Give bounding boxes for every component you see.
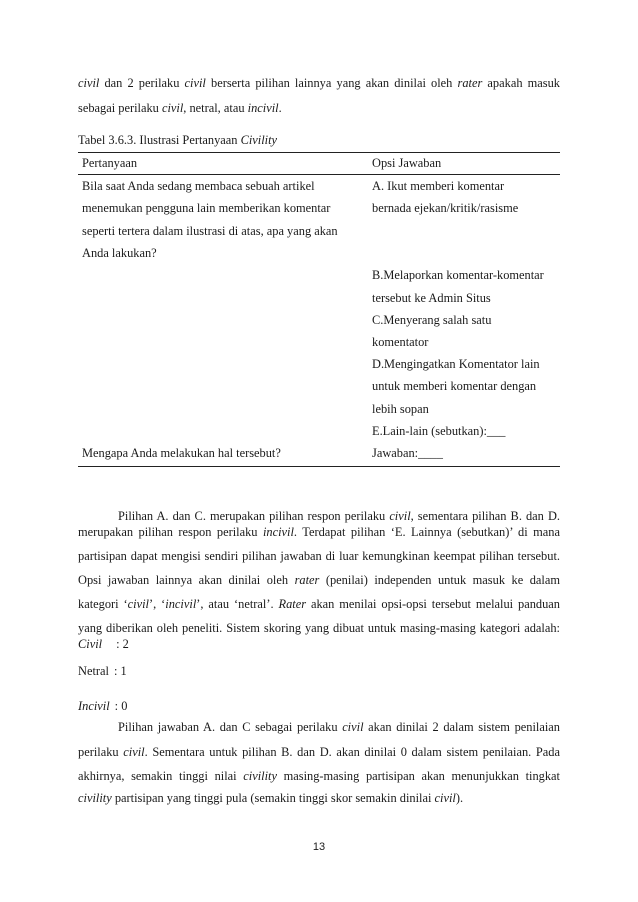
option-line: lebih sopan	[372, 402, 429, 416]
option-line: untuk memberi komentar dengan	[372, 379, 537, 393]
option-line: C.Menyerang salah satu	[372, 313, 492, 327]
question-1-line: seperti tertera dalam ilustrasi di atas, apa yang akan	[82, 224, 338, 238]
intro-line-2: sebagai perilaku civil, netral, atau incivil.	[78, 101, 282, 115]
score-civil-label: Civil	[78, 637, 103, 651]
paragraph-2-line: perilaku civil. Sementara untuk pilihan B. dan D. akan dinilai 0 dalam sistem penilaian. Pada	[78, 745, 561, 759]
question-1-line: Bila saat Anda sedang membaca sebuah artikel	[82, 179, 315, 193]
paragraph-1-line: yang diberikan oleh peneliti. Sistem skoring yang dibuat untuk masing-masing kategori adalah:	[78, 621, 560, 635]
option-line: D.Mengingatkan Komentator lain	[372, 357, 540, 371]
paragraph-1-line: Opsi jawaban lainnya akan dinilai oleh rater (penilai) independen untuk masuk ke dalam	[78, 573, 560, 587]
paragraph-2-line: civility partisipan yang tinggi pula (semakin tinggi skor semakin dinilai civil).	[78, 791, 464, 805]
option-line: tersebut ke Admin Situs	[372, 291, 491, 305]
score-civil-value: : 2	[116, 637, 129, 651]
question-1-line: menemukan pengguna lain memberikan komentar	[82, 201, 331, 215]
option-line: E.Lain-lain (sebutkan):___	[372, 424, 506, 438]
paragraph-1-line: partisipan dapat mengisi sendiri pilihan jawaban di luar kemungkinan keempat pilihan tersebut.	[78, 549, 560, 563]
table-caption-text: Tabel 3.6.3. Ilustrasi Pertanyaan	[78, 133, 241, 147]
option-line: A. Ikut memberi komentar	[372, 179, 505, 193]
table-bottom-rule	[78, 466, 560, 467]
intro-line-1: civil dan 2 perilaku civil berserta pilihan lainnya yang akan dinilai oleh rater apakah masuk	[78, 76, 560, 90]
table-top-rule	[78, 152, 560, 153]
score-incivil	[78, 699, 127, 714]
table-header-pertanyaan: Pertanyaan	[82, 156, 138, 170]
score-incivil-label: Incivil	[78, 699, 110, 713]
table-header-opsi-jawaban: Opsi Jawaban	[372, 156, 442, 170]
answer-2: Jawaban:____	[372, 446, 443, 460]
question-1-line: Anda lakukan?	[82, 246, 157, 260]
score-incivil-value: : 0	[114, 699, 128, 713]
score-netral	[78, 664, 127, 679]
option-line: B.Melaporkan komentar-komentar	[372, 268, 544, 282]
paragraph-1-line: kategori ‘civil’, ‘incivil’, atau ‘netral’. Rater akan menilai opsi-opsi tersebut melalui panduan	[78, 597, 560, 611]
table-caption	[78, 133, 277, 148]
paragraph-1-line: Pilihan A. dan C. merupakan pilihan respon perilaku civil, sementara pilihan B. dan D.	[118, 509, 560, 523]
score-netral-label: Netral	[78, 664, 109, 678]
paragraph-1-line: merupakan pilihan respon perilaku incivil. Terdapat pilihan ‘E. Lainnya (sebutkan)’ di mana	[78, 525, 560, 539]
question-2: Mengapa Anda melakukan hal tersebut?	[82, 446, 281, 460]
option-line: bernada ejekan/kritik/rasisme	[372, 201, 519, 215]
page-number: 13	[312, 841, 326, 853]
score-netral-value: : 1	[113, 664, 127, 678]
option-line: komentator	[372, 335, 429, 349]
table-header-rule	[78, 174, 560, 175]
score-civil	[78, 637, 129, 652]
paragraph-2-line: Pilihan jawaban A. dan C sebagai perilaku civil akan dinilai 2 dalam sistem penilaian	[118, 720, 560, 734]
paragraph-2-line: akhirnya, semakin tinggi nilai civility masing-masing partisipan akan menunjukkan tingkat	[78, 769, 560, 783]
table-caption-italic: Civility	[240, 133, 278, 147]
